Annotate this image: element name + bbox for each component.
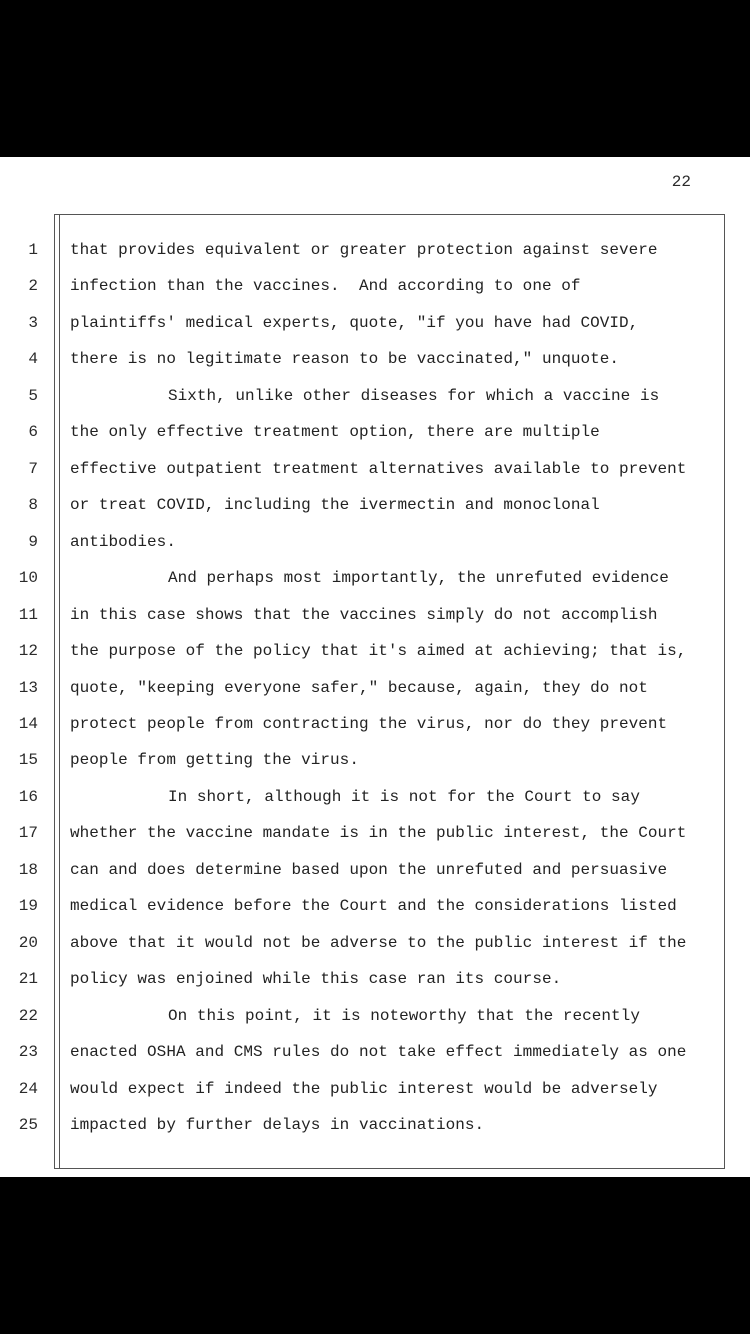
line-number: 18 — [18, 861, 38, 879]
transcript-page — [0, 157, 750, 1177]
line-text: there is no legitimate reason to be vaccinated," unquote. — [70, 350, 619, 368]
line-number: 3 — [28, 314, 38, 332]
transcript-line — [0, 815, 750, 851]
line-text: enacted OSHA and CMS rules do not take effect immediately as one — [70, 1043, 687, 1061]
line-text: quote, "keeping everyone safer," because, again, they do not — [70, 679, 648, 697]
line-number: 11 — [18, 606, 38, 624]
transcript-line — [0, 779, 750, 815]
line-number: 21 — [18, 970, 38, 988]
transcript-line — [0, 998, 750, 1034]
line-number: 20 — [18, 934, 38, 952]
line-number: 25 — [18, 1116, 38, 1134]
line-number: 6 — [28, 423, 38, 441]
line-text: policy was enjoined while this case ran its course. — [70, 970, 562, 988]
line-number: 14 — [18, 715, 38, 733]
page-number: 22 — [671, 173, 691, 191]
line-number: 4 — [28, 350, 38, 368]
transcript-line — [0, 487, 750, 523]
transcript-line — [0, 524, 750, 560]
transcript-line — [0, 852, 750, 888]
transcript-line — [0, 597, 750, 633]
transcript-line — [0, 414, 750, 450]
line-text: infection than the vaccines. And according to one of — [70, 277, 581, 295]
line-number: 16 — [18, 788, 38, 806]
line-number: 12 — [18, 642, 38, 660]
transcript-line — [0, 378, 750, 414]
line-text: that provides equivalent or greater protection against severe — [70, 241, 658, 259]
line-text: above that it would not be adverse to the public interest if the — [70, 934, 687, 952]
transcript-line — [0, 706, 750, 742]
line-text: effective outpatient treatment alternatives available to prevent — [70, 460, 687, 478]
line-number: 1 — [28, 241, 38, 259]
transcript-line — [0, 232, 750, 268]
line-number: 2 — [28, 277, 38, 295]
line-text: the purpose of the policy that it's aimed at achieving; that is, — [70, 642, 687, 660]
transcript-line — [0, 888, 750, 924]
transcript-line — [0, 305, 750, 341]
transcript-line — [0, 1034, 750, 1070]
line-text: On this point, it is noteworthy that the recently — [168, 1007, 640, 1025]
line-text: or treat COVID, including the ivermectin and monoclonal — [70, 496, 600, 514]
line-text: can and does determine based upon the unrefuted and persuasive — [70, 861, 668, 879]
line-number: 8 — [28, 496, 38, 514]
line-number: 22 — [18, 1007, 38, 1025]
line-number: 23 — [18, 1043, 38, 1061]
transcript-line — [0, 268, 750, 304]
transcript-line — [0, 925, 750, 961]
line-text: people from getting the virus. — [70, 751, 359, 769]
line-text: in this case shows that the vaccines simply do not accomplish — [70, 606, 658, 624]
line-text: protect people from contracting the virus, nor do they prevent — [70, 715, 668, 733]
transcript-line — [0, 742, 750, 778]
transcript-line — [0, 1071, 750, 1107]
line-number: 7 — [28, 460, 38, 478]
line-number: 10 — [18, 569, 38, 587]
line-number: 24 — [18, 1080, 38, 1098]
line-text: Sixth, unlike other diseases for which a vaccine is — [168, 387, 660, 405]
line-text: impacted by further delays in vaccinations. — [70, 1116, 485, 1134]
line-text: medical evidence before the Court and the considerations listed — [70, 897, 677, 915]
line-number: 17 — [18, 824, 38, 842]
line-text: would expect if indeed the public interest would be adversely — [70, 1080, 658, 1098]
transcript-line — [0, 560, 750, 596]
transcript-line — [0, 961, 750, 997]
line-text: whether the vaccine mandate is in the public interest, the Court — [70, 824, 687, 842]
line-number: 9 — [28, 533, 38, 551]
line-text: antibodies. — [70, 533, 176, 551]
line-number: 13 — [18, 679, 38, 697]
transcript-line — [0, 633, 750, 669]
line-text: And perhaps most importantly, the unrefuted evidence — [168, 569, 669, 587]
line-text: the only effective treatment option, there are multiple — [70, 423, 600, 441]
line-text: In short, although it is not for the Court to say — [168, 788, 640, 806]
transcript-line — [0, 451, 750, 487]
line-number: 15 — [18, 751, 38, 769]
transcript-line — [0, 1107, 750, 1143]
line-number: 5 — [28, 387, 38, 405]
transcript-line — [0, 341, 750, 377]
transcript-line — [0, 670, 750, 706]
line-text: plaintiffs' medical experts, quote, "if you have had COVID, — [70, 314, 639, 332]
line-number: 19 — [18, 897, 38, 915]
